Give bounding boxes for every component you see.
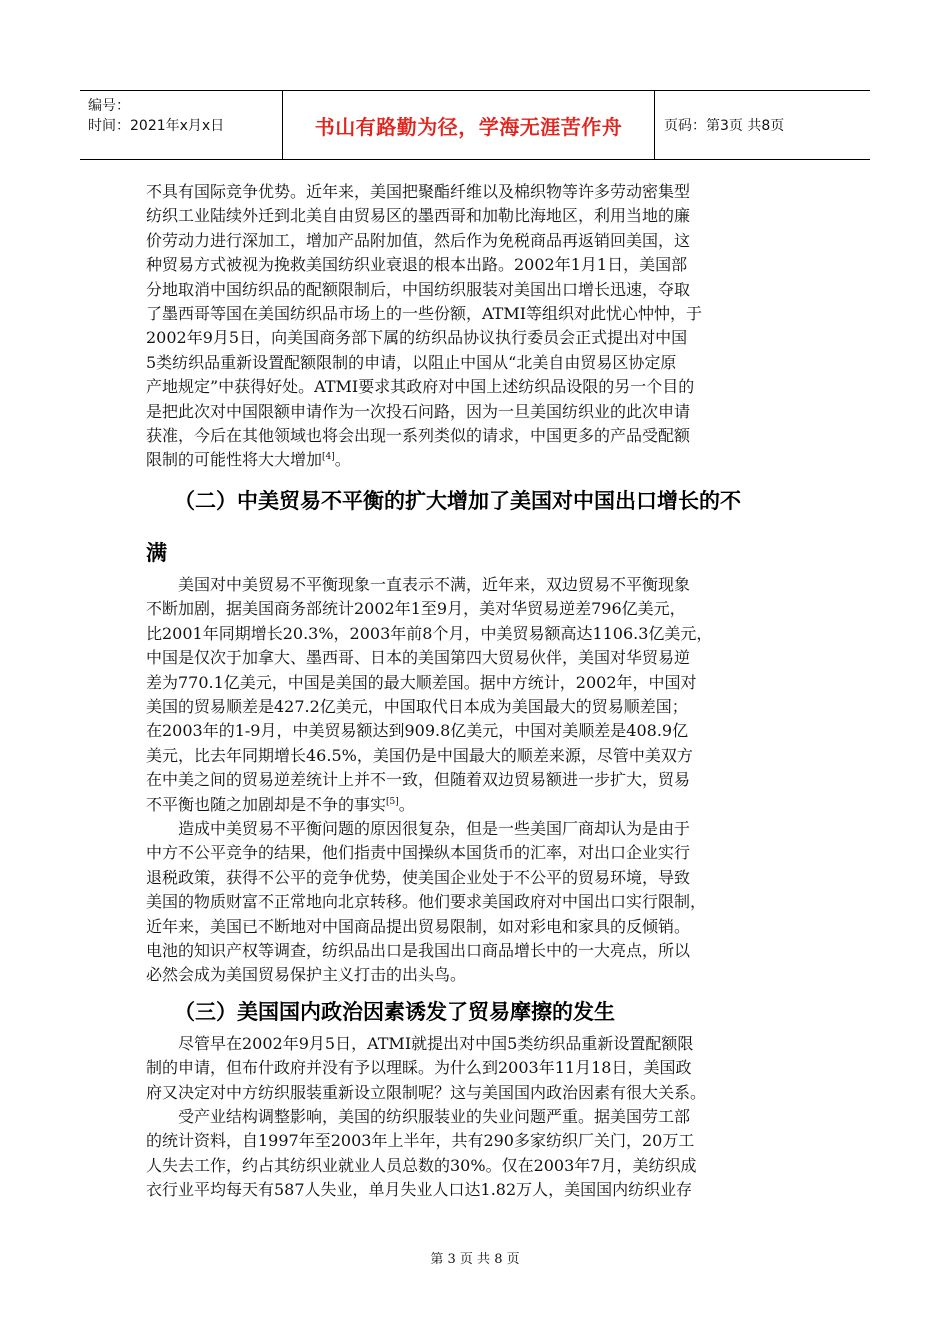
- time-label: 时间：2021年x月x日: [88, 118, 225, 134]
- text-line: 分地取消中国纺织品的配额限制后，中国纺织服装对美国出口增长迅速，夺取: [146, 279, 691, 299]
- section-heading-2-cont: 满: [146, 540, 167, 565]
- text-line: 比2001年同期增长20.3%，2003年前8个月，中美贸易额高达1106.3亿美元，: [146, 623, 713, 643]
- text-line: 美国对中美贸易不平衡现象一直表示不满，近年来，双边贸易不平衡现象: [178, 574, 691, 594]
- text-line: 中国是仅次于加拿大、墨西哥、日本的美国第四大贸易伙伴，美国对华贸易逆: [146, 648, 691, 668]
- number-label: 编号：: [88, 98, 130, 114]
- text-line: 不断加剧，据美国商务部统计2002年1至9月，美对华贸易逆差796亿美元，: [146, 599, 686, 619]
- text-span: 限制的可能性将大大增加: [146, 450, 323, 470]
- text-line: [146, 448, 806, 472]
- citation-5: [5]: [386, 796, 399, 807]
- text-span: 。: [334, 450, 351, 470]
- text-line: 不具有国际竞争优势。近年来，美国把聚酯纤维以及棉织物等许多劳动密集型: [146, 182, 691, 201]
- text-line: 退税政策，获得不公平的竞争优势，使美国企业处于不公平的贸易环境，导致: [146, 867, 691, 887]
- text-line: 在2003年的1-9月，中美贸易额达到909.8亿美元，中国对美顺差是408.9亿: [146, 721, 689, 741]
- section-heading-2: （二）中美贸易不平衡的扩大增加了美国对中国出口增长的不: [174, 488, 741, 513]
- text-line: 5类纺织品重新设置配额限制的申请，以阻止中国从“北美自由贸易区协定原: [146, 352, 677, 372]
- text-line: 纺织工业陆续外迁到北美自由贸易区的墨西哥和加勒比海地区，利用当地的廉: [146, 206, 691, 226]
- text-line: 电池的知识产权等调查，纺织品出口是我国出口商品增长中的一大亮点，所以: [146, 940, 691, 960]
- text-line: 是把此次对中国限额申请作为一次投石问路，因为一旦美国纺织业的此次申请: [146, 401, 691, 421]
- paragraph-4: [146, 1032, 806, 1105]
- text-line: 必然会成为美国贸易保护主义打击的出头鸟。: [146, 965, 467, 985]
- text-line: 尽管早在2002年9月5日，ATMI就提出对中国5类纺织品重新设置配额限: [178, 1033, 694, 1053]
- text-line: 的统计资料，自1997年至2003年上半年，共有290多家纺织厂关门，20万工: [146, 1131, 695, 1151]
- text-line: 受产业结构调整影响，美国的纺织服装业的失业问题严重。据美国劳工部: [178, 1107, 691, 1126]
- text-line: 了墨西哥等国在美国纺织品市场上的一些份额，ATMI等组织对此忧心忡忡，于: [146, 304, 703, 324]
- text-line: 府又决定对中方纺织服装重新设立限制呢？这与美国国内政治因素有很大关系。: [146, 1082, 707, 1102]
- paragraph-3: [146, 817, 806, 988]
- header-meta-cell: [80, 91, 283, 159]
- text-line: 中方不公平竞争的结果，他们指责中国操纵本国货币的汇率，对出口企业实行: [146, 843, 691, 863]
- text-span: 。: [398, 794, 415, 814]
- text-line: 美国的贸易顺差是427.2亿美元，中国取代日本成为美国最大的贸易顺差国；: [146, 696, 688, 716]
- text-line: 近年来，美国已不断地对中国商品提出贸易限制，如对彩电和家具的反倾销。: [146, 916, 691, 936]
- citation-4: [4]: [322, 452, 335, 463]
- text-line: 人失去工作，约占其纺织业就业人员总数的30%。仅在2003年7月，美纺织成: [146, 1155, 697, 1175]
- text-line: 2002年9月5日，向美国商务部下属的纺织品协议执行委员会正式提出对中国: [146, 328, 688, 348]
- text-line: 获准，今后在其他领域也将会出现一系列类似的请求，中国更多的产品受配额: [146, 426, 691, 446]
- page-header: [80, 90, 870, 160]
- text-line: 衣行业平均每天有587人失业，单月失业人口达1.82万人，美国国内纺织业存: [146, 1180, 693, 1200]
- page-footer: 第 3 页 共 8 页: [430, 1252, 520, 1267]
- section-heading-3: （三）美国国内政治因素诱发了贸易摩擦的发生: [174, 999, 615, 1024]
- text-line: 在中美之间的贸易逆差统计上并不一致，但随着双边贸易额进一步扩大，贸易: [146, 770, 691, 790]
- text-line: 造成中美贸易不平衡问题的原因很复杂，但是一些美国厂商却认为是由于: [178, 818, 691, 838]
- paragraph-5: [146, 1105, 806, 1203]
- text-line: 产地规定”中获得好处。ATMI要求其政府对中国上述纺织品设限的另一个目的: [146, 377, 695, 397]
- paragraph-2: [146, 573, 806, 817]
- header-page-code: 页码：第3页 共8页: [664, 118, 785, 134]
- text-line: 制的申请，但布什政府并没有予以理睬。为什么到2003年11月18日，美国政: [146, 1058, 692, 1078]
- text-line: 美国的物质财富不正常地向北京转移。他们要求美国政府对中国出口实行限制，: [146, 892, 707, 912]
- text-line: 种贸易方式被视为挽救美国纺织业衰退的根本出路。2002年1月1日，美国部: [146, 255, 688, 275]
- text-span: 不平衡也随之加剧却是不争的事实: [146, 794, 387, 814]
- text-line: 价劳动力进行深加工，增加产品附加值，然后作为免税商品再返销回美国，这: [146, 230, 691, 250]
- paragraph-1: [146, 180, 806, 473]
- text-line: [146, 793, 806, 817]
- header-motto: 书山有路勤为径，学海无涯苦作舟: [283, 91, 655, 159]
- document-body: [146, 180, 806, 1203]
- text-line: 差为770.1亿美元，中国是美国的最大顺差国。据中方统计，2002年，中国对: [146, 672, 697, 692]
- text-line: 美元，比去年同期增长46.5%，美国仍是中国最大的顺差来源，尽管中美双方: [146, 745, 693, 765]
